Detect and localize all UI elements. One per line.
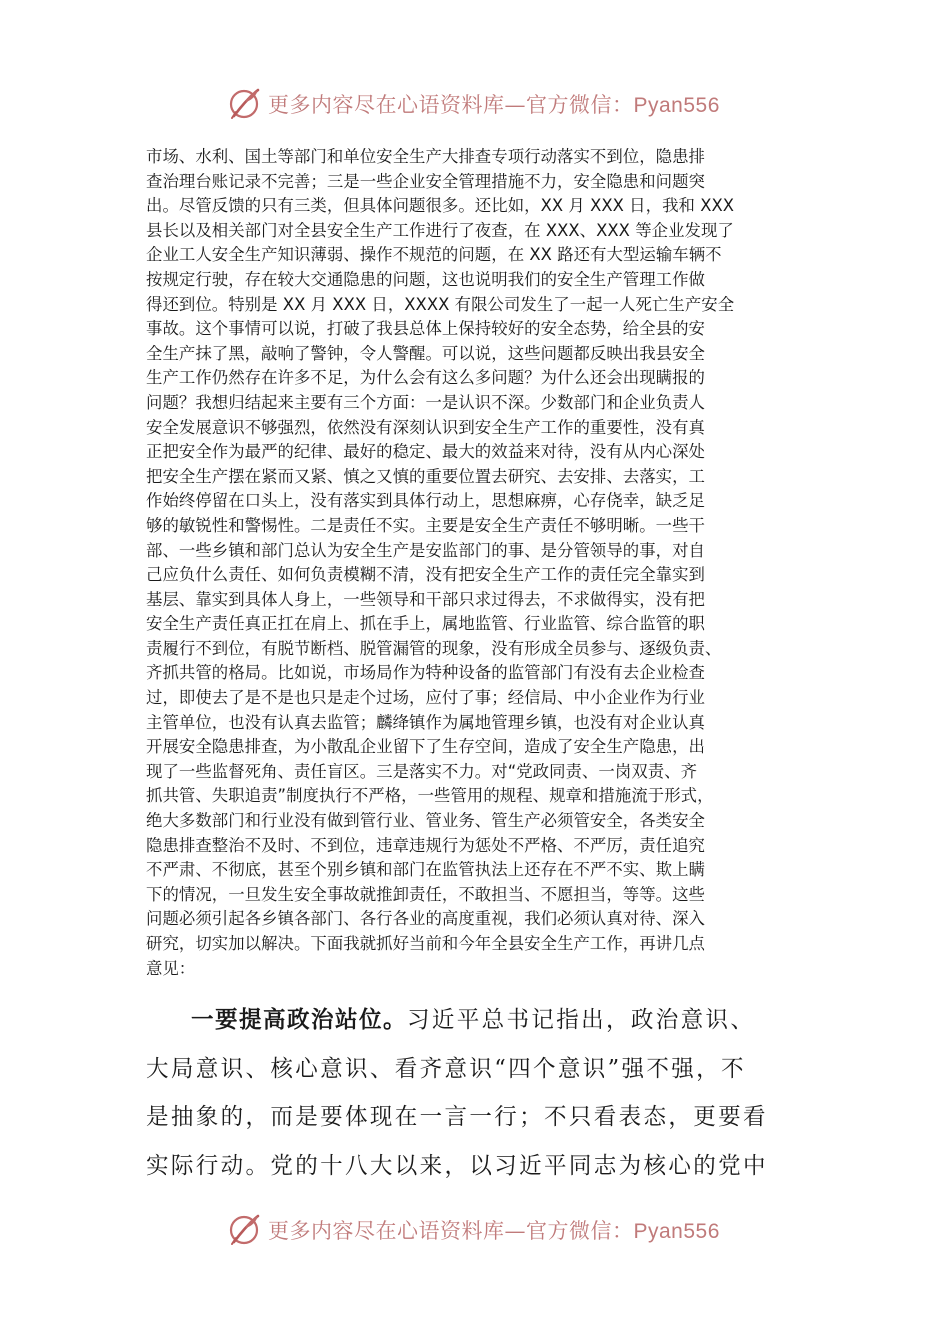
body-line: 市场、水利、国土等部门和单位安全生产大排查专项行动落实不到位，隐患排 — [146, 147, 705, 166]
body-line: 基层、靠实到具体人身上，一些领导和干部只求过得去，不求做得实，没有把 — [146, 589, 705, 609]
body-line: 部、一些乡镇和部门总认为安全生产是安监部门的事、是分管领导的事，对自 — [146, 540, 705, 560]
body-line: 过，即使去了是不是也只是走个过场，应付了事；经信局、中小企业作为行业 — [146, 688, 705, 708]
body-line: 全生产抹了黑，敲响了警钟，令人警醒。可以说，这些问题都反映出我县安全 — [146, 343, 705, 363]
body-line: 正把安全作为最严的纪律、最好的稳定、最大的效益来对待，没有从内心深处 — [146, 442, 705, 462]
body-line: 现了一些监督死角、责任盲区。三是落实不力。对“党政同责、一岗双责、齐 — [146, 761, 698, 781]
section-line: 大局意识、核心意识、看齐意识“四个意识”强不强，不 — [146, 1055, 746, 1082]
wechat-id: Pyan556 — [633, 1220, 720, 1243]
body-line: 出。尽管反馈的只有三类，但具体问题很多。还比如，XX 月 XXX 日，我和 XXX — [146, 196, 735, 216]
body-line: 绝大多数部门和行业没有做到管行业、管业务、管生产必须管安全，各类安全 — [146, 811, 705, 831]
section-first-line — [146, 996, 808, 1045]
body-text — [146, 145, 822, 981]
body-line: 责履行不到位，有脱节断档、脱管漏管的现象，没有形成全员参与、逐级负责、 — [146, 638, 722, 658]
body-line: 己应负什么责任、如何负责模糊不清，没有把安全生产工作的责任完全靠实到 — [146, 565, 705, 585]
body-line: 抓共管、失职追责”制度执行不严格，一些管用的规程、规章和措施流于形式， — [146, 786, 714, 806]
quill-logo-icon — [226, 86, 262, 122]
section-line: 实际行动。党的十八大以来，以习近平同志为核心的党中 — [146, 1152, 768, 1179]
body-line: 县长以及相关部门对全县安全生产工作进行了夜查，在 XXX、XXX 等企业发现了 — [146, 220, 734, 240]
section-heading: 一要提高政治站位。 — [191, 1007, 407, 1033]
body-line: 安全生产责任真正扛在肩上、抓在手上，属地监管、行业监管、综合监管的职 — [146, 614, 705, 634]
body-line: 齐抓共管的格局。比如说，市场局作为特种设备的监管部门有没有去企业检查 — [146, 663, 705, 683]
body-line: 意见： — [146, 958, 196, 978]
body-line: 够的敏锐性和警惕性。二是责任不实。主要是安全生产责任不够明晰。一些干 — [146, 515, 705, 535]
body-line: 得还到位。特别是 XX 月 XXX 日，XXXX 有限公司发生了一起一人死亡生产安全 — [146, 294, 735, 314]
wechat-id: Pyan556 — [633, 94, 720, 117]
banner-text: 更多内容尽在心语资料库—官方微信：Pyan556 — [268, 1219, 720, 1243]
body-line: 事故。这个事情可以说，打破了我县总体上保持较好的安全态势，给全县的安 — [146, 319, 705, 339]
body-line: 企业工人安全生产知识薄弱、操作不规范的问题，在 XX 路还有大型运输车辆不 — [146, 245, 722, 265]
body-line: 查治理台账记录不完善；三是一些企业安全管理措施不力，安全隐患和问题突 — [146, 171, 705, 191]
body-line: 生产工作仍然存在许多不足，为什么会有这么多问题？为什么还会出现瞒报的 — [146, 368, 705, 388]
body-line: 隐患排查整治不及时、不到位，违章违规行为惩处不严格、不严厉，责任追究 — [146, 835, 705, 855]
body-line: 作始终停留在口头上，没有落实到具体行动上，思想麻痹，心存侥幸，缺乏足 — [146, 491, 705, 511]
body-line: 开展安全隐患排查，为小散乱企业留下了生存空间，造成了安全生产隐患，出 — [146, 737, 705, 757]
quill-logo-icon — [226, 1212, 262, 1248]
body-line: 按规定行驶，存在较大交通隐患的问题，这也说明我们的安全生产管理工作做 — [146, 269, 705, 289]
section-line: 是抽象的，而是要体现在一言一行；不只看表态，更要看 — [146, 1104, 768, 1130]
body-line: 把安全生产摆在紧而又紧、慎之又慎的重要位置去研究、去安排、去落实，工 — [146, 466, 705, 486]
body-line: 问题必须引起各乡镇各部门、各行各业的高度重视，我们必须认真对待、深入 — [146, 909, 705, 929]
section-one — [146, 996, 822, 1190]
body-line: 研究，切实加以解决。下面我就抓好当前和今年全县安全生产工作，再讲几点 — [146, 934, 705, 953]
banner-text: 更多内容尽在心语资料库—官方微信：Pyan556 — [268, 93, 720, 117]
body-line: 不严肃、不彻底，甚至个别乡镇和部门在监管执法上还存在不严不实、欺上瞒 — [146, 860, 705, 880]
body-line: 安全发展意识不够强烈，依然没有深刻认识到安全生产工作的重要性，没有真 — [146, 417, 705, 437]
section-first-line-text: 习近平总书记指出，政治意识、 — [406, 1007, 756, 1033]
body-line: 问题？我想归结起来主要有三个方面：一是认识不深。少数部门和企业负责人 — [146, 392, 705, 412]
footer-banner — [226, 1210, 746, 1250]
header-banner — [226, 84, 746, 124]
body-line: 主管单位，也没有认真去监管；麟绛镇作为属地管理乡镇，也没有对企业认真 — [146, 712, 705, 732]
body-line: 下的情况，一旦发生安全事故就推卸责任，不敢担当、不愿担当，等等。这些 — [146, 884, 705, 904]
